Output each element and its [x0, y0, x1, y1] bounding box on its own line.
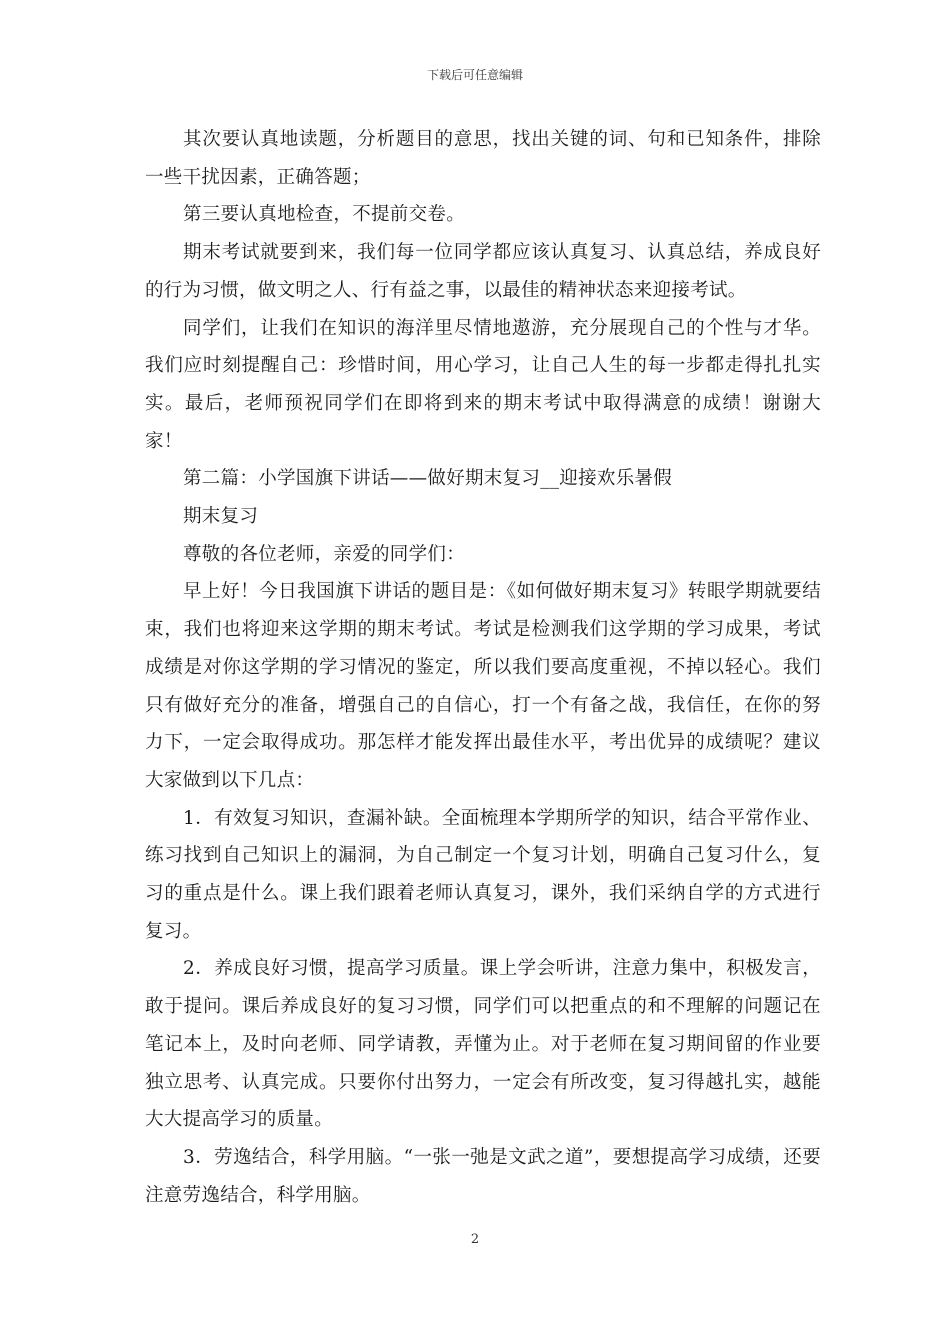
- paragraph: 期末考试就要到来，我们每一位同学都应该认真复习、认真总结，养成良好的行为习惯，做文明之人、行有益之事，以最佳的精神状态来迎接考试。: [145, 242, 821, 301]
- paragraph: 同学们，让我们在知识的海洋里尽情地遨游，充分展现自己的个性与才华。我们应时刻提醒自己：珍惜时间，用心学习，让自己人生的每一步都走得扎扎实实。最后，老师预祝同学们在即将到来的期末考试中取得满意的成绩！谢谢大家！: [145, 317, 821, 452]
- document-body: [145, 121, 821, 1214]
- section-subtitle: 期末复习: [183, 506, 259, 528]
- paragraph: 第三要认真地检查，不提前交卷。: [183, 204, 466, 226]
- list-item: 3．劳逸结合，科学用脑。“一张一弛是文武之道”，要想提高学习成绩，还要注意劳逸结合，科学用脑。: [145, 1146, 821, 1206]
- paragraph: 早上好！今日我国旗下讲话的题目是：《如何做好期末复习》转眼学期就要结束，我们也将迎来这学期的期末考试。考试是检测我们这学期的学习成果，考试成绩是对你这学期的学习情况的鉴定，所以我们要高度重视，不掉以轻心。我们只有做好充分的准备，增强自己的自信心，打一个有备之战，我信任，在你的努力下，一定会取得成功。那怎样才能发挥出最佳水平，考出优异的成绩呢？建议大家做到以下几点：: [145, 581, 821, 791]
- section-title: 第二篇：小学国旗下讲话——做好期末复习__迎接欢乐暑假: [183, 468, 673, 490]
- list-item: 1．有效复习知识，查漏补缺。全面梳理本学期所学的知识，结合平常作业、练习找到自己知识上的漏洞，为自己制定一个复习计划，明确自己复习什么，复习的重点是什么。课上我们跟着老师认真复习，课外，我们采纳自学的方式进行复习。: [145, 807, 821, 942]
- greeting: 尊敬的各位老师，亲爱的同学们：: [183, 543, 466, 565]
- page-header-note: 下载后可任意编辑: [426, 68, 523, 82]
- page-number: 2: [470, 1232, 480, 1247]
- paragraph: 其次要认真地读题，分析题目的意思，找出关键的词、句和已知条件，排除一些干扰因素，正确答题；: [145, 129, 821, 188]
- list-item: 2．养成良好习惯，提高学习质量。课上学会听讲，注意力集中，积极发言，敢于提问。课后养成良好的复习习惯，同学们可以把重点的和不理解的问题记在笔记本上，及时向老师、同学请教，弄懂为止。对于老师在复习期间留的作业要独立思考、认真完成。只要你付出努力，一定会有所改变，复习得越扎实，越能大大提高学习的质量。: [145, 958, 821, 1131]
